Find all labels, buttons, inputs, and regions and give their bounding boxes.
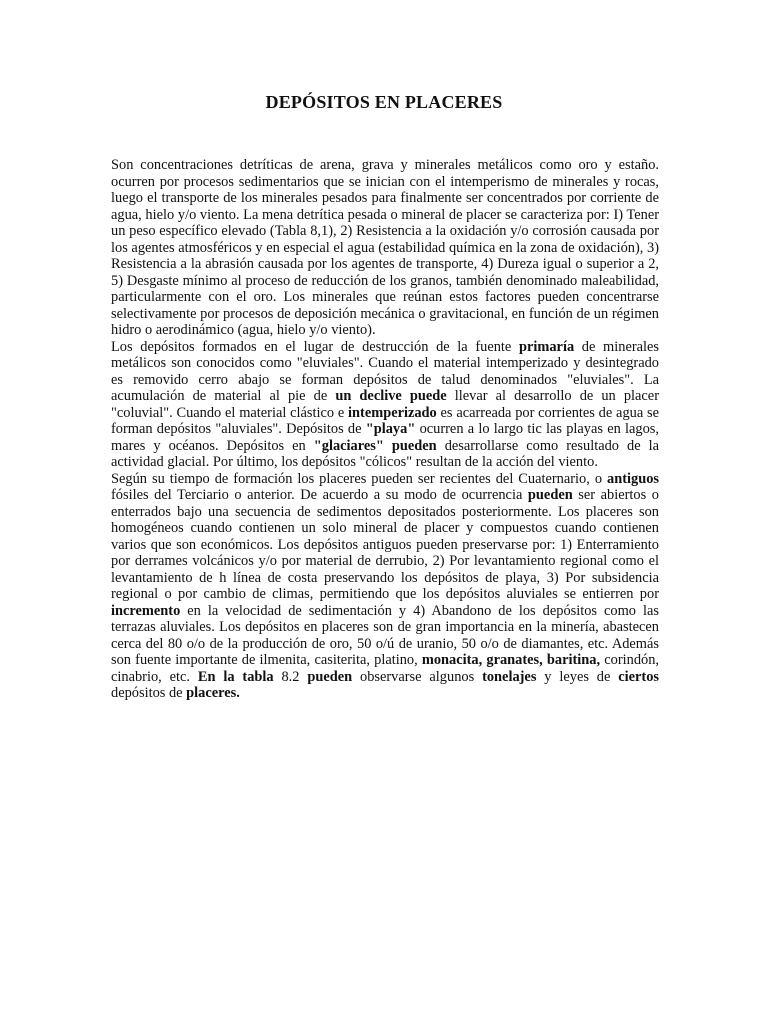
text-run: desarrollarse como resultado de la actividad glacial. Por último, los depósitos "cólicos" resultan de la acción del viento. <box>111 437 659 470</box>
bold-text-run: primaría <box>518 338 575 355</box>
text-run: de minerales metálicos son conocidos como "eluviales". Cuando el material intemperizado y desintegrado es removido cerro abajo se forman depósitos de talud denominados "eluviales". La acumulación de material al pie de <box>111 338 659 404</box>
text-run: Son concentraciones detríticas de arena, grava y minerales metálicos como oro y estaño. ocurren por procesos sedimentarios que se inician con el intemperismo de minerales y rocas, luego el transporte de los minerales pesados para finalmente ser concentrados por corriente de agua, hielo y/o viento. La mena detrítica pesada o mineral de placer se caracteriza por: I) Tener un peso específico elevado (Tabla 8,1), 2) Resistencia a la oxidación y/o corrosión causada por los agentes atmosféricos y en especial el agua (estabilidad química en la zona de oxidación), 3) Resistencia a la abrasión causada por los agentes de transporte, 4) Dureza igual o superior a 2, 5) Desgaste mínimo al proceso de reducción de los granos, también denominado maleabilidad, particularmente con el oro. Los minerales que reúnan estos factores pueden concentrarse selectivamente por procesos de deposición mecánica o gravitacional, en función de un régimen hidro o aerodinámico (agua, hielo y/o viento). <box>111 157 659 338</box>
text-run: en la velocidad de sedimentación y 4) Abandono de los depósitos como las terrazas aluviales. Los depósitos en placeres son de gran importancia en la minería, abastecen cerca del 80 o/o de la producción de oro, 50 o/ú de uranio, 50 o/o de diamantes, etc. Además son fuente importante de ilmenita, casiterita, platino, <box>111 602 659 668</box>
bold-text-run: pueden <box>307 668 353 685</box>
bold-text-run: pueden <box>527 487 573 503</box>
bold-text-run: placeres. <box>186 685 240 701</box>
bold-text-run: "glaciares" pueden <box>313 437 437 454</box>
bold-text-run: En la tabla <box>197 668 274 685</box>
paragraph <box>111 471 659 702</box>
text-run: ser abiertos o enterrados bajo una secuencia de sedimentos depositados posteriormente. Los placeres son homogéneos cuando contienen un solo mineral de placer y compuestos cuando contienen varios que son económicos. Los depósitos antiguos pueden preservarse por: 1) Enterramiento por derrames volcánicos y/o por material de derrubio, 2) Por levantamiento regional como el levantamiento de h línea de costa preservando los depósitos de playa, 3) Por subsidencia regional o por cambio de climas, permitiendo que los depósitos aluviales se entierren por <box>111 487 659 602</box>
bold-text-run: tonelajes <box>482 668 537 685</box>
bold-text-run: "playa" <box>365 421 416 437</box>
bold-text-run: antiguos <box>607 470 659 487</box>
document-body <box>111 157 659 702</box>
text-run: 8.2 <box>273 668 308 685</box>
paragraph <box>111 339 659 471</box>
text-run: es acarreada por corrientes de agua se forman depósitos "aluviales". Depósitos de <box>111 404 659 437</box>
text-run: llevar al desarrollo de un placer "coluvial". Cuando el material clástico e <box>111 388 659 421</box>
bold-text-run: intemperizado <box>348 404 437 421</box>
text-run: Los depósitos formados en el lugar de destrucción de la fuente <box>111 338 519 355</box>
text-run: corindón, cinabrio, etc. <box>111 652 660 685</box>
bold-text-run: ciertos <box>618 668 660 685</box>
text-run: Según su tiempo de formación los placeres pueden ser recientes del Cuaternario, o <box>111 470 608 487</box>
text-run: y leyes de <box>536 668 619 685</box>
text-run: ocurren a lo largo tic las playas en lagos, mares y océanos. Depósitos en <box>111 421 659 454</box>
bold-text-run: monacita, granates, baritina, <box>421 652 601 668</box>
bold-text-run: un declive puede <box>335 388 447 404</box>
paragraph <box>111 157 659 339</box>
text-run: depósitos de <box>111 685 187 701</box>
document-title: DEPÓSITOS EN PLACERES <box>265 92 503 112</box>
text-run: observarse algunos <box>352 668 483 685</box>
bold-text-run: incremento <box>111 602 181 619</box>
text-run: fósiles del Terciario o anterior. De acuerdo a su modo de ocurrencia <box>111 487 528 503</box>
